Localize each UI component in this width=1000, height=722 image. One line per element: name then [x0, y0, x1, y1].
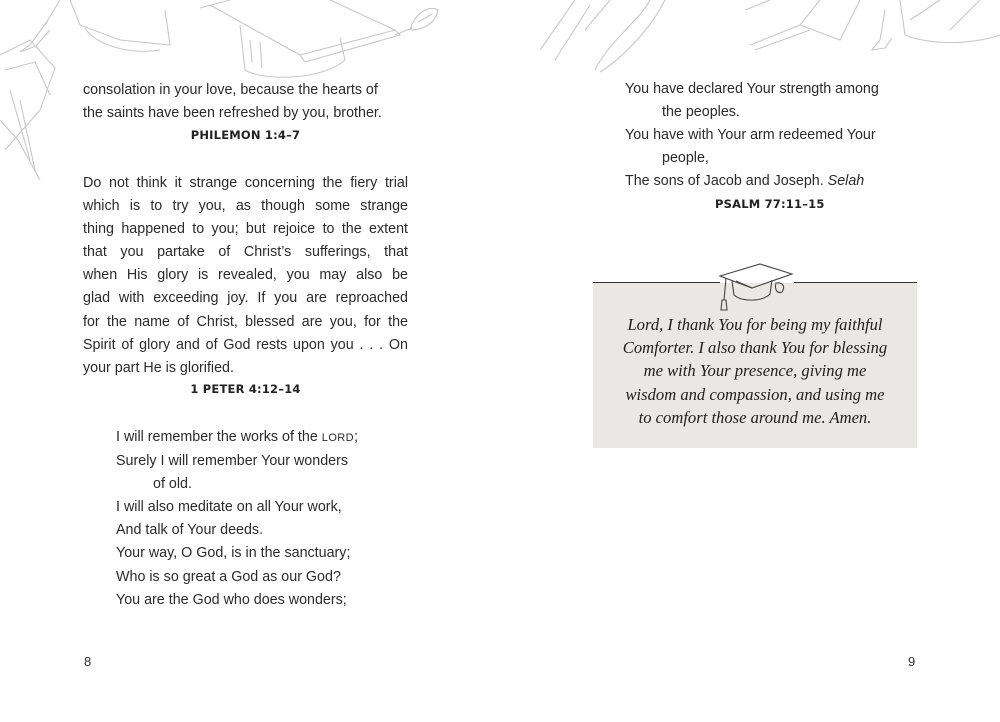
intro-text [83, 79, 408, 125]
text-line: Who is so great a God as our God? [116, 568, 341, 585]
text-line: Do not think it strange concerning the fiery trial [83, 175, 408, 191]
text-line: I will also meditate on all Your work, [116, 499, 342, 516]
scripture-paragraph [83, 172, 408, 380]
scripture-reference: PHILEMON 1:4–7 [190, 128, 301, 142]
text-line: Surely I will remember Your wonders [116, 453, 349, 470]
psalm-text [116, 426, 416, 612]
text-line: thing happened to you; but rejoice to the extent [83, 221, 408, 238]
page-number: 8 [84, 654, 92, 669]
text-line: The sons of Jacob and Joseph. Selah [625, 173, 865, 190]
text-line: which is to try you, as though some strange [83, 198, 408, 215]
prayer-line: wisdom and compassion, and using me [625, 384, 885, 404]
text-line: that you partake of Christ’s sufferings, that [83, 244, 408, 261]
divider [794, 282, 917, 283]
text-line: for the name of Christ, blessed are you, for the [83, 313, 408, 330]
scripture-reference: PSALM 77:11–15 [715, 197, 825, 211]
text-line: of old. [153, 476, 192, 493]
text-line: consolation in your love, because the hearts of [83, 82, 378, 98]
prayer-line: to comfort those around me. Amen. [638, 407, 872, 427]
prayer-line: me with Your presence, giving me [643, 361, 867, 381]
graduation-cap-icon [716, 262, 796, 314]
text-line: the saints have been refreshed by you, brother. [83, 105, 382, 122]
text-line: people, [662, 150, 709, 167]
text-line: the peoples. [662, 104, 740, 121]
divider [593, 282, 720, 283]
small-caps-lord: LORD [321, 432, 354, 444]
text-line: when His glory is revealed, you may also be [83, 267, 408, 284]
text-line: You are the God who does wonders; [116, 591, 347, 608]
scripture-reference: 1 PETER 4:12–14 [190, 382, 301, 396]
text-line: And talk of Your deeds. [116, 522, 264, 539]
selah-italic: Selah [827, 173, 865, 190]
text-line: You have with Your arm redeemed Your [625, 127, 876, 144]
psalm-text [625, 78, 925, 193]
text-line: Spirit of glory and of God rests upon you . . . On [83, 336, 408, 353]
text-line: glad with exceeding joy. If you are reproached [83, 290, 408, 307]
prayer-line: Lord, I thank You for being my faithful [627, 315, 883, 334]
text-line: your part He is glorified. [83, 359, 234, 376]
page-number: 9 [908, 654, 916, 669]
text-line: You have declared Your strength among [625, 81, 879, 97]
text-line: I will remember the works of the LORD; [116, 429, 358, 445]
graduation-cap-sketch-decoration [500, 0, 1000, 90]
prayer-text [593, 313, 917, 429]
text-line: Your way, O God, is in the sanctuary; [116, 545, 351, 562]
prayer-line: Comforter. I also thank You for blessing [622, 338, 888, 358]
